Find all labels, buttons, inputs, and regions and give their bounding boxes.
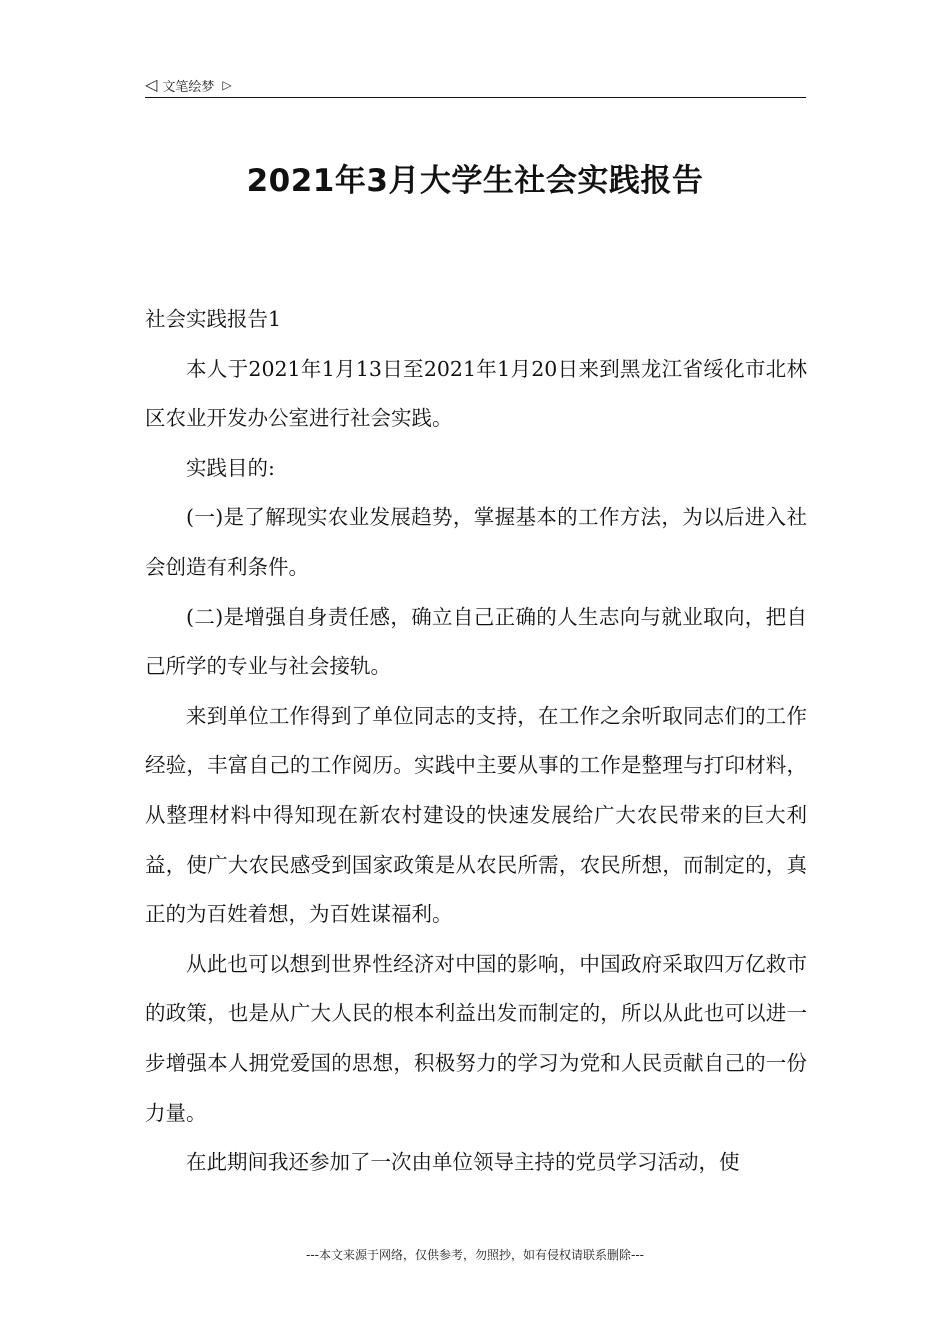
page-footer: ---本文来源于网络，仅供参考，勿照抄，如有侵权请联系删除--- (306, 1248, 644, 1262)
paragraph: 在此期间我还参加了一次由单位领导主持的党员学习活动，使 (186, 1150, 740, 1175)
paragraph: 本人于2021年1月13日至2021年1月20日来到黑龙江省绥化市北林区农业开发办公室进行社会实践。 (145, 356, 807, 431)
paragraph: 实践目的: (186, 455, 275, 480)
header-brand: 文笔绘梦 (162, 79, 215, 95)
triangle-left-icon: ◁ (145, 75, 158, 94)
header-divider (145, 97, 806, 98)
page-header (145, 73, 805, 97)
paragraph: 从此也可以想到世界性经济对中国的影响，中国政府采取四万亿救市的政策，也是从广大人民的根本利益出发而制定的，所以从此也可以进一步增强本人拥党爱国的思想，积极努力的学习为党和人民贡献自己的一份力量。 (145, 951, 807, 1125)
document-title: 2021年3月大学生社会实践报告 (246, 163, 704, 199)
paragraph: 来到单位工作得到了单位同志的支持，在工作之余听取同志们的工作经验，丰富自己的工作阅历。实践中主要从事的工作是整理与打印材料，从整理材料中得知现在新农村建设的快速发展给广大农民带来的巨大利益，使广大农民感受到国家政策是从农民所需，农民所想，而制定的，真正的为百姓着想，为百姓谋福利。 (145, 703, 807, 927)
document-body (145, 295, 807, 1188)
paragraph: (二)是增强自身责任感，确立自己正确的人生志向与就业取向，把自己所学的专业与社会接轨。 (145, 604, 807, 679)
section-heading: 社会实践报告1 (145, 307, 282, 331)
triangle-right-icon: ▷ (222, 78, 232, 92)
paragraph: (一)是了解现实农业发展趋势，掌握基本的工作方法，为以后进入社会创造有利条件。 (145, 505, 807, 579)
